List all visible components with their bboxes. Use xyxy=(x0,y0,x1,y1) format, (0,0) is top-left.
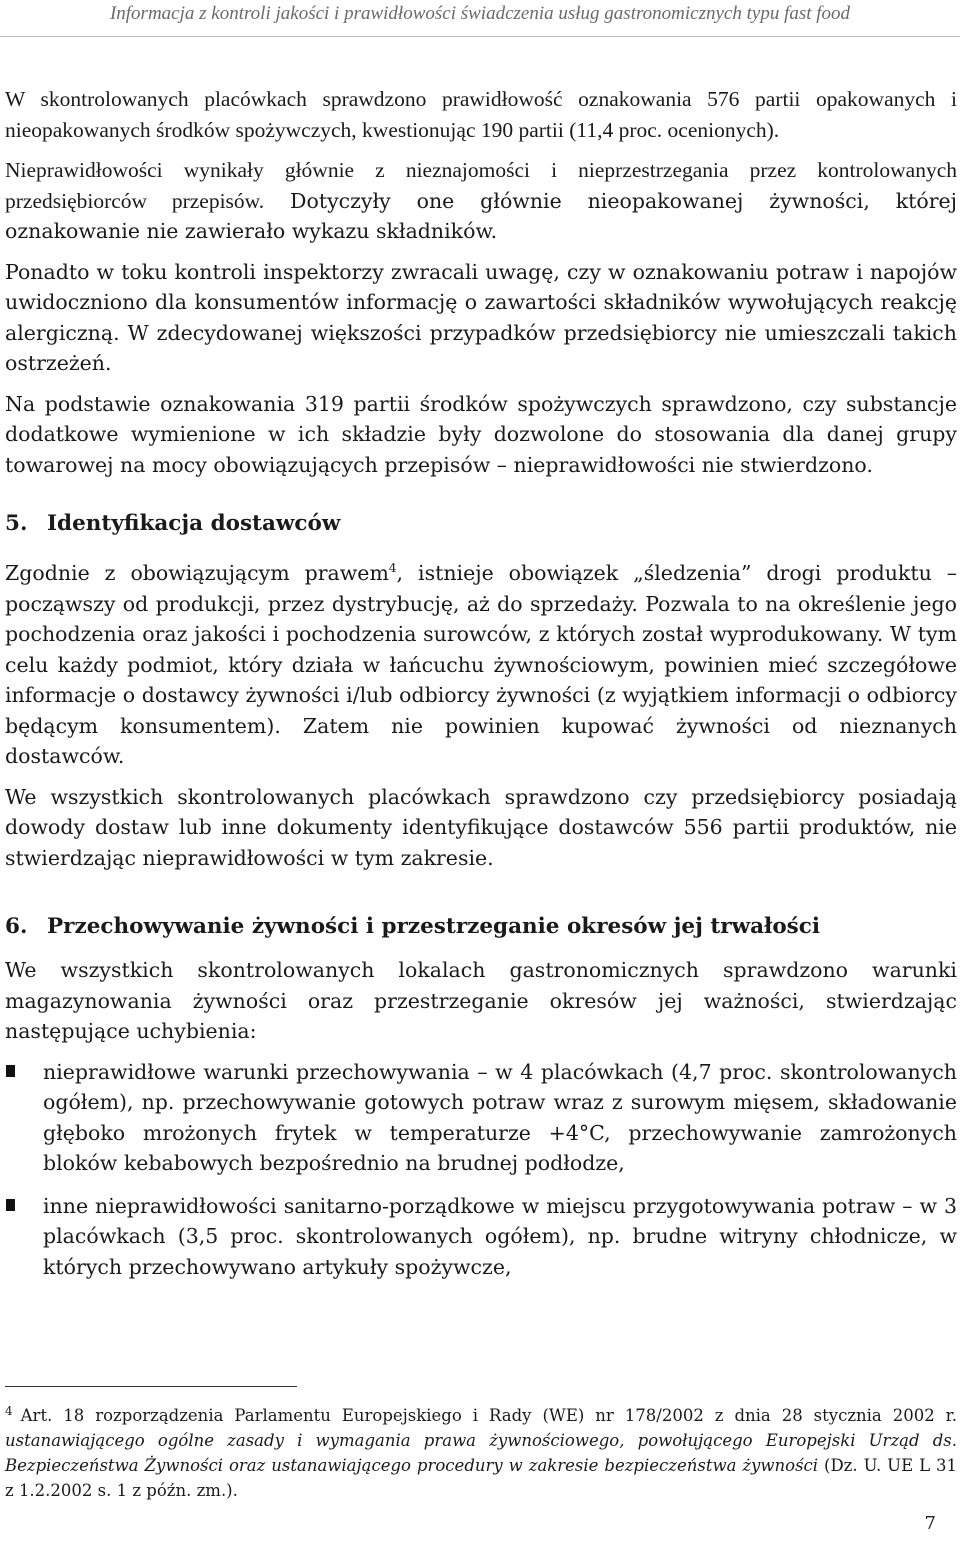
traceability-text-start: Zgodnie z obowiązującym prawem xyxy=(5,561,389,585)
footnote-reference[interactable]: 4 xyxy=(388,561,397,576)
footnote-tail: (Dz. U. UE L 31 z 1.2.2002 s. 1 z późn. zm.). xyxy=(5,1456,957,1500)
page-number: 7 xyxy=(924,1513,936,1534)
square-bullet-icon xyxy=(6,1199,15,1211)
paragraph-irregularities xyxy=(5,155,957,247)
section-6-title: Przechowywanie żywności i przestrzeganie okresów jej trwałości xyxy=(47,914,821,939)
footnote xyxy=(5,1403,957,1503)
list-item-text: inne nieprawidłowości sanitarno-porządkowe w miejscu przygotowywania potraw – w 3 placówkach (3,5 proc. skontrolowanych ogółem), np. brudne witryny chłodnicze, w których przechowywano artykuły spożywcze, xyxy=(43,1193,957,1279)
section-6-number: 6. xyxy=(5,914,28,939)
storage-deficiencies-list xyxy=(5,1057,957,1283)
paragraph-storage-intro: We wszystkich skontrolowanych lokalach gastronomicznych sprawdzono warunki magazynowania żywności oraz przestrzeganie okresów jej ważności, stwierdzając następujące uchybienia: xyxy=(5,958,957,1043)
section-5-number: 5. xyxy=(5,511,28,536)
paragraph-additives: Na podstawie oznakowania 319 partii środków spożywczych sprawdzono, czy substancje dodatkowe wymienione w ich składzie były dozwolone do stosowania dla danej grupy towarowej na mocy obowiązujących przepisów – nieprawidłowości nie stwierdzono. xyxy=(5,391,957,477)
paragraph-traceability xyxy=(5,558,957,772)
footnote-mark: 4 xyxy=(5,1403,13,1418)
running-header: Informacja z kontroli jakości i prawidłowości świadczenia usług gastronomicznych typu fast food xyxy=(0,0,960,37)
paragraph-labeling-check: W skontrolowanych placówkach sprawdzono prawidłowość oznakowania 576 partii opakowanych i nieopakowanych środków spożywczych, kwestionując 190 partii (11,4 proc. ocenionych). xyxy=(5,87,957,142)
list-item xyxy=(5,1057,957,1179)
page-content xyxy=(5,84,957,1294)
footnote-separator xyxy=(5,1386,297,1387)
section-6-heading xyxy=(5,913,957,941)
footnote-lead: Art. 18 rozporządzenia Parlamentu Europejskiego i Rady (WE) nr 178/2002 z dnia 28 stycznia 2002 r. xyxy=(20,1406,957,1425)
irregularities-text-part1: Nieprawidłowości wynikały głównie z nieznajomości i nieprzestrzegania przez kontrolowanych przedsiębiorców przepisów. xyxy=(5,158,957,213)
irregularities-text-part2: Dotyczyły one głównie nieopakowanej żywności, której oznakowanie nie zawierało wykazu składników. xyxy=(5,188,958,243)
section-5-title: Identyfikacja dostawców xyxy=(47,511,341,536)
footnote-regulation-title: ustanawiającego ogólne zasady i wymagania prawa żywnościowego, powołującego Europejski Urząd ds. Bezpieczeństwa Żywności oraz ustanawiającego procedury w zakresie bezpieczeństwa żywności xyxy=(5,1431,957,1475)
section-5-heading xyxy=(5,510,957,538)
square-bullet-icon xyxy=(6,1065,15,1077)
traceability-text-rest: , istnieje obowiązek „śledzenia” drogi produktu – począwszy od produkcji, przez dystrybucję, aż do sprzedaży. Pozwala to na określenie jego pochodzenia oraz jakości i pochodzenia surowców, z których został wyprodukowany. W tym celu każdy podmiot, który działa w łańcuchu żywnościowym, powinien mieć szczegółowe informacje o dostawcy żywności i/lub odbiorcy żywności (z wyjątkiem informacji o odbiorcy będącym konsumentem). Zatem nie powinien kupować żywności od nieznanych dostawców. xyxy=(5,561,957,768)
list-item xyxy=(5,1191,957,1283)
paragraph-supplier-evidence: We wszystkich skontrolowanych placówkach sprawdzono czy przedsiębiorcy posiadają dowody dostaw lub inne dokumenty identyfikujące dostawców 556 partii produktów, nie stwierdzając nieprawidłowości w tym zakresie. xyxy=(5,784,957,870)
paragraph-allergens: Ponadto w toku kontroli inspektorzy zwracali uwagę, czy w oznakowaniu potraw i napojów uwidoczniono dla konsumentów informację o zawartości składników wywołujących reakcję alergiczną. W zdecydowanej większości przypadków przedsiębiorcy nie umieszczali takich ostrzeżeń. xyxy=(5,259,957,375)
list-item-text: nieprawidłowe warunki przechowywania – w 4 placówkach (4,7 proc. skontrolowanych ogółem), np. przechowywanie gotowych potraw wraz z surowym mięsem, składowanie głęboko mrożonych frytek w temperaturze +4°C, przechowywanie zamrożonych bloków kebabowych bezpośrednio na brudnej podłodze, xyxy=(43,1059,957,1175)
